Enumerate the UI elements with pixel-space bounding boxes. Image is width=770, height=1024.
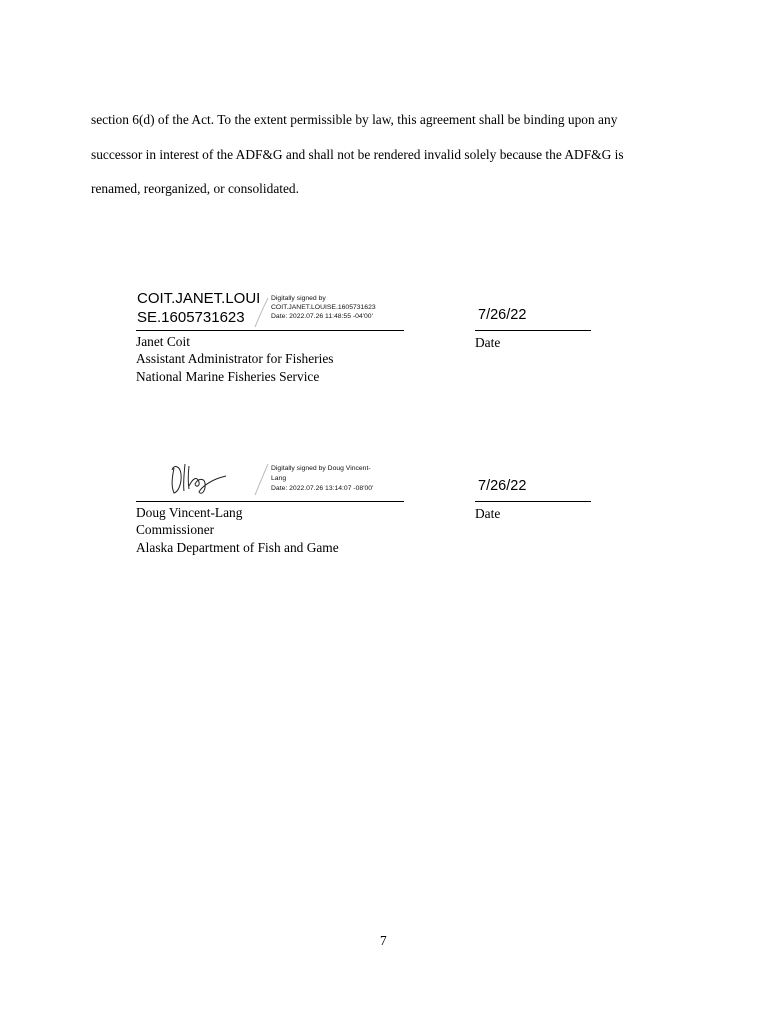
- handwritten-signature: [166, 458, 232, 498]
- date-label: Date: [475, 335, 501, 350]
- digital-signature-details-line-1: Digitally signed by Doug Vincent-: [271, 465, 371, 472]
- digital-signature-name-line-2: SE.1605731623: [137, 309, 245, 326]
- signature-line: [136, 501, 404, 502]
- signature-line: [136, 330, 404, 331]
- digital-signature-name-line-1: COIT.JANET.LOUI: [137, 290, 261, 307]
- page-number: 7: [380, 933, 387, 948]
- signer-organization: National Marine Fisheries Service: [136, 369, 320, 384]
- digital-signature-details-line-3: Date: 2022.07.26 11:48:55 -04'00': [271, 313, 373, 320]
- body-text-line-1: section 6(d) of the Act. To the extent permissible by law, this agreement shall be binding upon any: [91, 112, 618, 127]
- digital-signature-details-line-2: COIT.JANET.LOUISE.1605731623: [271, 304, 376, 311]
- body-text-line-2: successor in interest of the ADF&G and shall not be rendered invalid solely because the ADF&G is: [91, 147, 624, 162]
- digital-signature-details-line-1: Digitally signed by: [271, 295, 326, 302]
- signature-date-value: 7/26/22: [478, 307, 527, 323]
- signer-organization: Alaska Department of Fish and Game: [136, 540, 339, 555]
- body-text-line-3: renamed, reorganized, or consolidated.: [91, 181, 299, 196]
- signer-name: Janet Coit: [136, 334, 190, 349]
- digital-signature-details-line-2: Lang: [271, 475, 287, 482]
- signer-title: Commissioner: [136, 522, 215, 537]
- signature-slash-mark: [252, 462, 270, 498]
- digital-signature-details-line-3: Date: 2022.07.26 13:14:07 -08'00': [271, 485, 374, 492]
- signature-slash-mark: [252, 296, 270, 330]
- date-line: [475, 501, 591, 502]
- date-line: [475, 330, 591, 331]
- signature-date-value: 7/26/22: [478, 478, 527, 494]
- date-label: Date: [475, 506, 501, 521]
- signer-title: Assistant Administrator for Fisheries: [136, 351, 334, 366]
- signer-name: Doug Vincent-Lang: [136, 505, 243, 520]
